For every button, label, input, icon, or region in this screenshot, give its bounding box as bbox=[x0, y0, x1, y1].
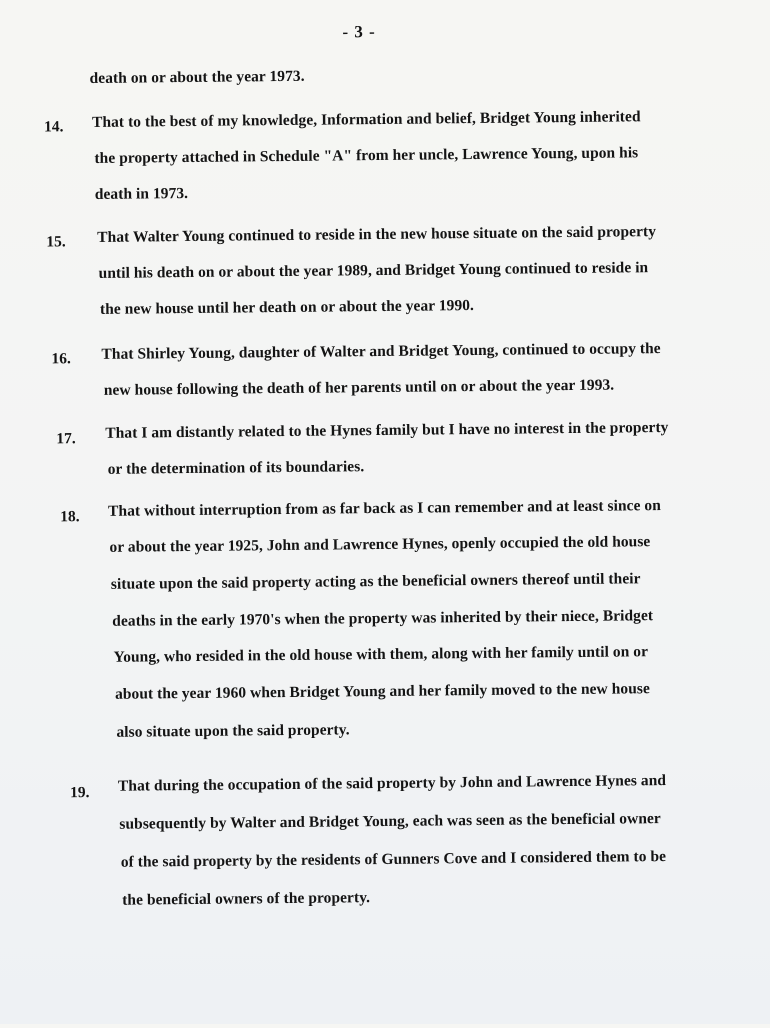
paragraph-line: That I am distantly related to the Hynes family but I have no interest in the property bbox=[105, 418, 669, 442]
paragraph-number: 17. bbox=[56, 430, 76, 448]
paragraph-line: That during the occupation of the said property by John and Lawrence Hynes and bbox=[117, 772, 667, 795]
paragraph-line: subsequently by Walter and Bridget Young, each was seen as the beneficial owner bbox=[119, 810, 661, 833]
paragraph-line: That Walter Young continued to reside in the new house situate on the said property bbox=[97, 223, 657, 246]
paragraph-line: of the said property by the residents of Gunners Cove and I considered them to be bbox=[120, 848, 667, 871]
paragraph-line: or about the year 1925, John and Lawrence Hynes, openly occupied the old house bbox=[109, 533, 651, 556]
paragraph-line: new house following the death of her parents until on or about the year 1993. bbox=[103, 376, 615, 399]
paragraph-line: deaths in the early 1970's when the property was inherited by their niece, Bridget bbox=[112, 607, 654, 630]
paragraph-number: 14. bbox=[43, 118, 64, 136]
paragraph-number: 18. bbox=[60, 508, 80, 526]
paragraph-number: 16. bbox=[51, 350, 71, 368]
paragraph-line: That to the best of my knowledge, Information and belief, Bridget Young inherited bbox=[91, 108, 641, 131]
paragraph-number: 19. bbox=[69, 784, 90, 802]
paragraph-number: 15. bbox=[46, 233, 66, 251]
paragraph-line: the property attached in Schedule "A" from her uncle, Lawrence Young, upon his bbox=[94, 144, 639, 167]
paragraph-line: That Shirley Young, daughter of Walter and Bridget Young, continued to occupy the bbox=[101, 340, 661, 363]
paragraph-line: the new house until her death on or about the year 1990. bbox=[99, 297, 475, 318]
paragraph-line: or the determination of its boundaries. bbox=[107, 458, 365, 478]
paragraph-line: That without interruption from as far back as I can remember and at least since on bbox=[108, 497, 661, 520]
page-number: - 3 - bbox=[342, 22, 376, 42]
continuation-line: death on or about the year 1973. bbox=[89, 67, 305, 88]
paragraph-line: until his death on or about the year 1989, and Bridget Young continued to reside in bbox=[98, 259, 649, 282]
paragraph-line: the beneficial owners of the property. bbox=[122, 889, 371, 909]
paragraph-line: Young, who resided in the old house with them, along with her family until on or bbox=[113, 643, 649, 666]
paragraph-line: about the year 1960 when Bridget Young and her family moved to the new house bbox=[114, 680, 650, 703]
paragraph-line: situate upon the said property acting as the beneficial owners thereof until their bbox=[110, 570, 641, 593]
paragraph-line: death in 1973. bbox=[94, 184, 189, 203]
paragraph-line: also situate upon the said property. bbox=[116, 721, 350, 741]
